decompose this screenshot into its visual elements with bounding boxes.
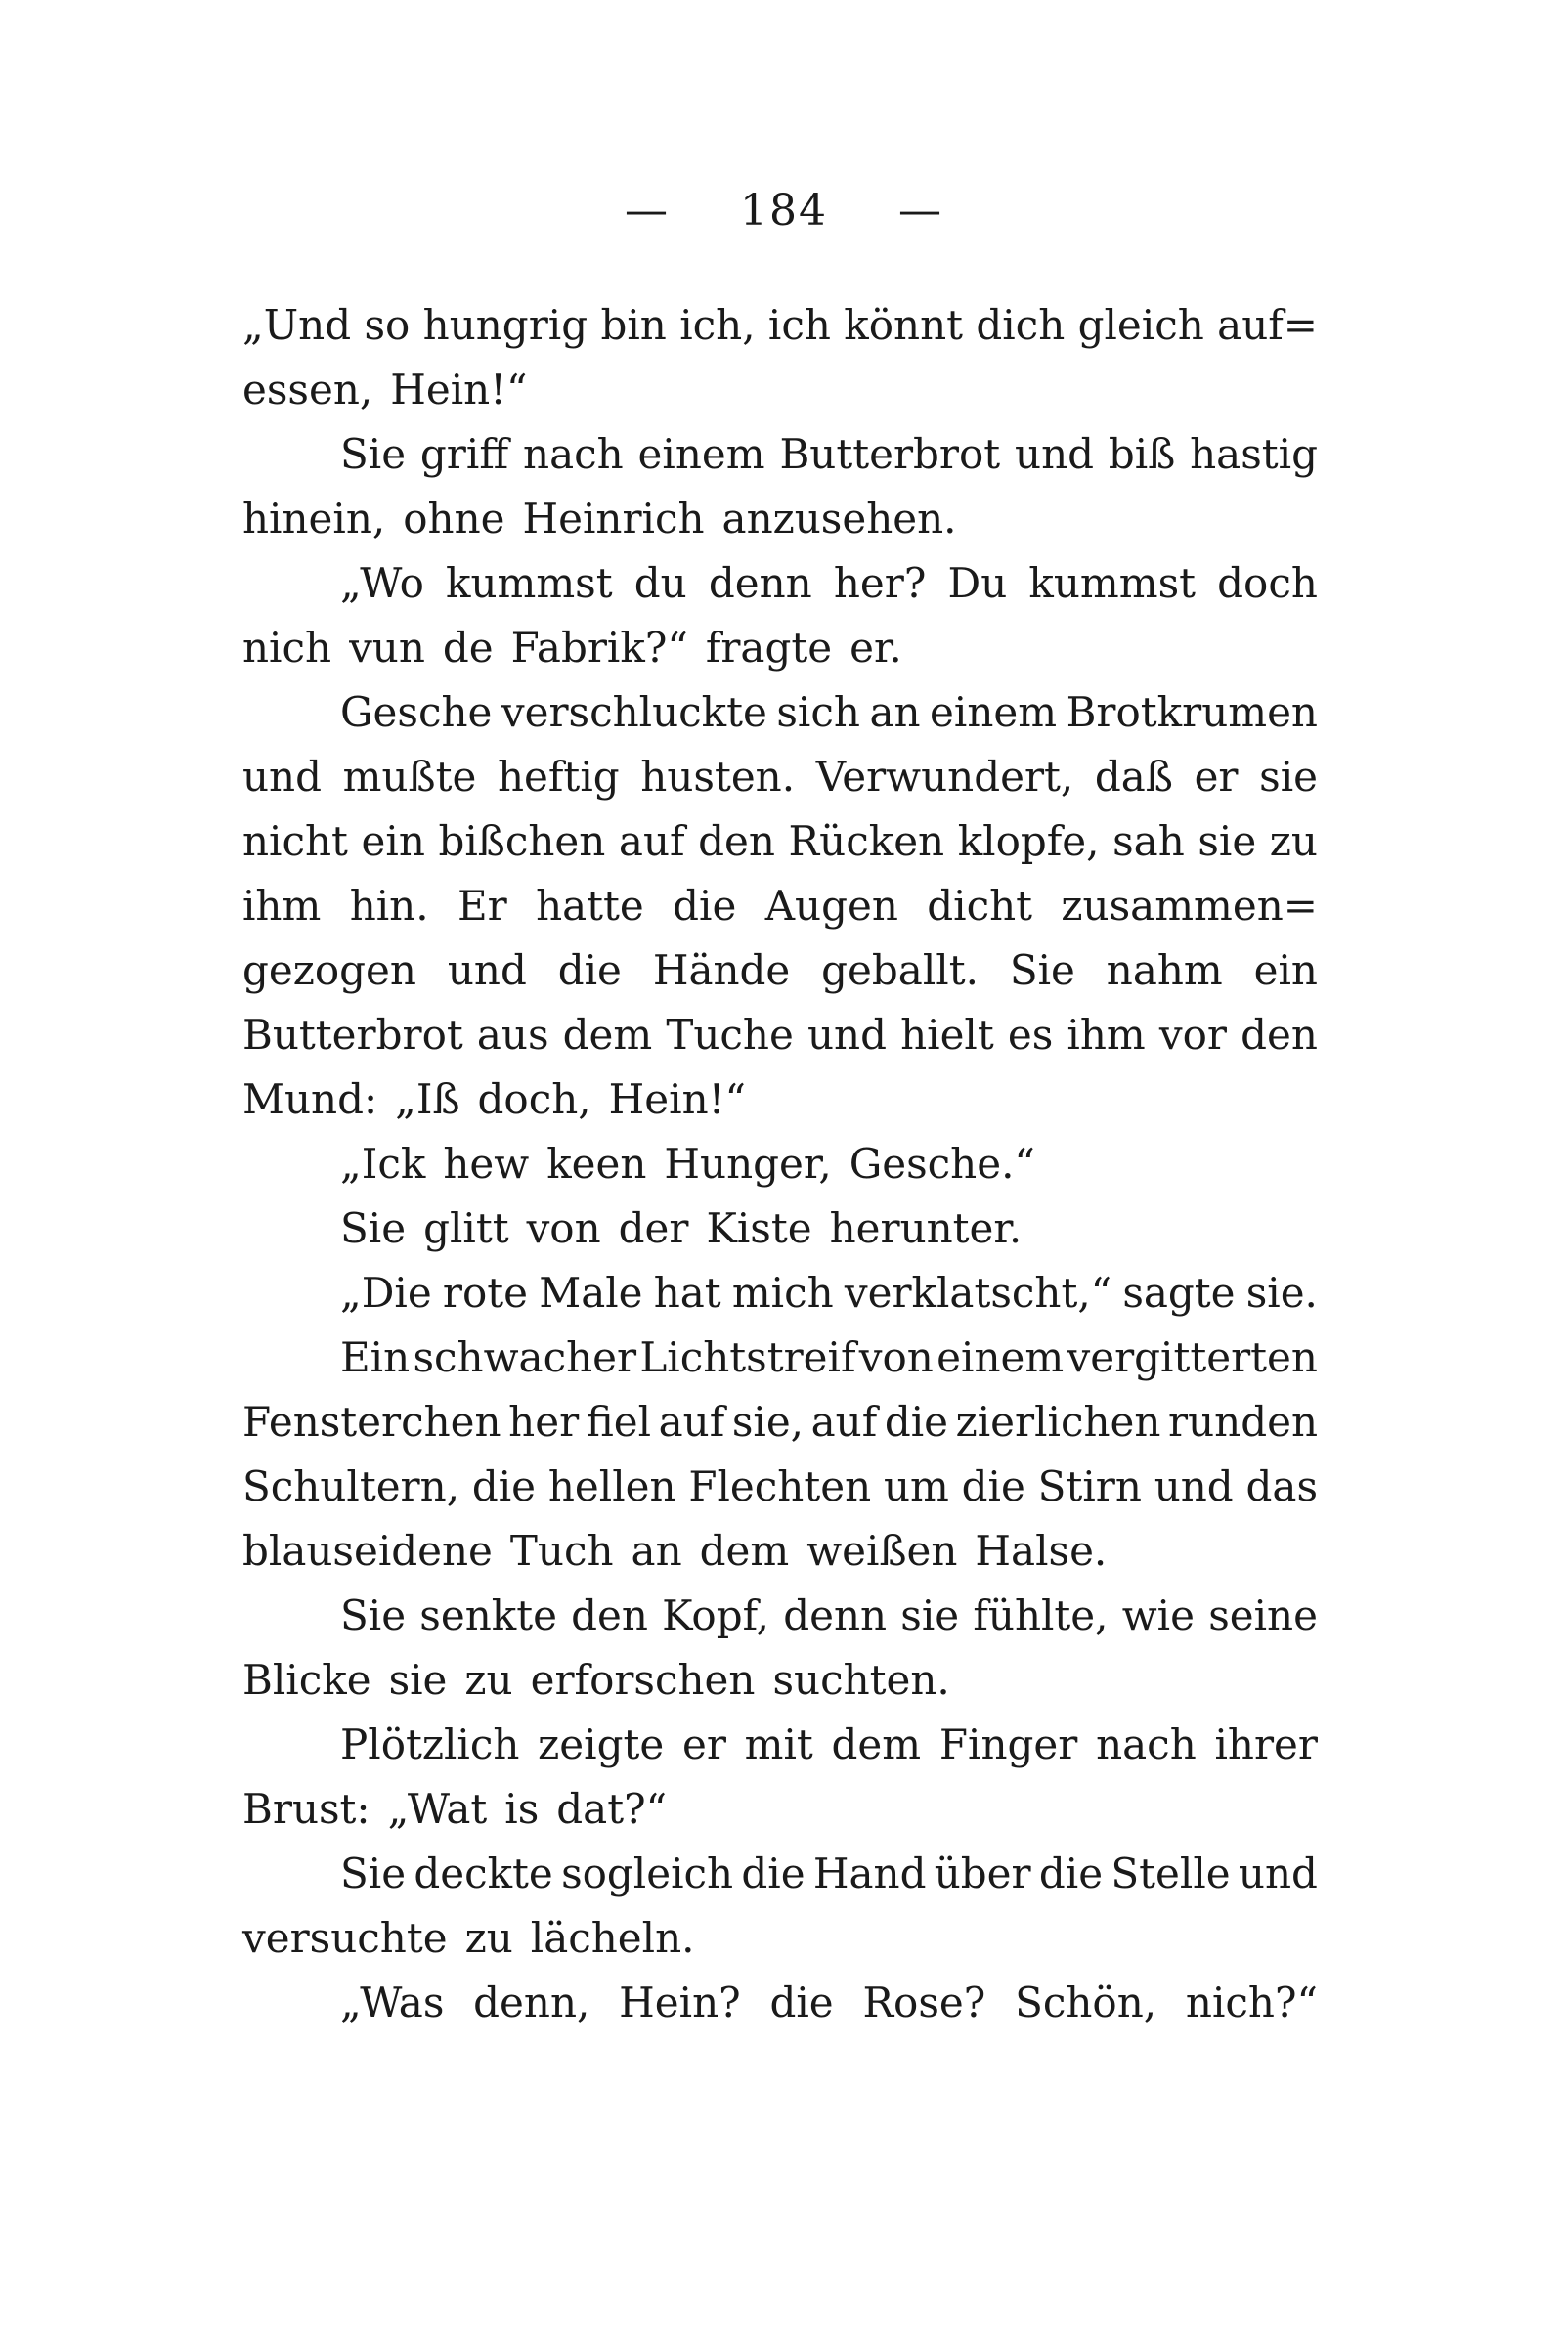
word: heftig bbox=[497, 753, 620, 801]
word: seine bbox=[1208, 1591, 1318, 1639]
word: Lichtstreif bbox=[639, 1333, 856, 1381]
word: ich, bbox=[679, 301, 756, 349]
word: er. bbox=[849, 624, 902, 672]
text-line bbox=[242, 487, 1318, 551]
word: um bbox=[883, 1462, 949, 1510]
word: „Ick bbox=[340, 1140, 426, 1188]
word: Blicke bbox=[242, 1656, 371, 1704]
word: den bbox=[571, 1591, 648, 1639]
word: fragte bbox=[705, 624, 833, 672]
word: nich bbox=[242, 624, 332, 672]
word: nach bbox=[523, 430, 624, 478]
word: Butterbrot bbox=[779, 430, 1001, 478]
word: auf bbox=[658, 1398, 725, 1446]
text-line bbox=[242, 809, 1318, 874]
text-line bbox=[242, 680, 1318, 745]
word: Kiste bbox=[706, 1204, 812, 1252]
word: hungrig bbox=[422, 301, 588, 349]
word: und bbox=[1015, 430, 1095, 478]
word: zu bbox=[464, 1656, 513, 1704]
word: Sie bbox=[340, 430, 407, 478]
word: Er bbox=[457, 882, 507, 930]
word: Male bbox=[539, 1269, 643, 1317]
word: sogleich bbox=[561, 1849, 734, 1897]
word: suchten. bbox=[772, 1656, 950, 1704]
word: gezogen bbox=[242, 946, 416, 994]
text-line bbox=[242, 1971, 1318, 2035]
word: hinein, bbox=[242, 495, 386, 543]
word: von bbox=[858, 1333, 934, 1381]
text-line bbox=[242, 1261, 1318, 1326]
word: Tuche bbox=[666, 1011, 794, 1059]
word: kummst bbox=[446, 559, 613, 607]
word: die bbox=[557, 946, 622, 994]
word: sagte bbox=[1122, 1269, 1236, 1317]
word: biß bbox=[1108, 430, 1176, 478]
word: sie, bbox=[731, 1398, 805, 1446]
word: fiel bbox=[586, 1398, 652, 1446]
word: „Wat bbox=[387, 1785, 488, 1833]
text-line bbox=[242, 1777, 1318, 1842]
word: blauseidene bbox=[242, 1527, 493, 1575]
word: ich bbox=[767, 301, 831, 349]
word: und bbox=[447, 946, 527, 994]
text-line bbox=[242, 1842, 1318, 1906]
word: Heinrich bbox=[522, 495, 705, 543]
word: vor bbox=[1158, 1011, 1227, 1059]
word: geballt. bbox=[821, 946, 979, 994]
word: Hein!“ bbox=[390, 366, 528, 413]
word: ein bbox=[1253, 946, 1318, 994]
word: „Wo bbox=[340, 559, 424, 607]
word: anzusehen. bbox=[721, 495, 957, 543]
word: ein bbox=[361, 817, 425, 865]
word: das bbox=[1245, 1462, 1318, 1510]
word: dem bbox=[699, 1527, 790, 1575]
word: an bbox=[631, 1527, 682, 1575]
text-line bbox=[242, 1326, 1318, 1390]
word: Sie bbox=[340, 1204, 407, 1252]
word: Gesche bbox=[340, 688, 493, 736]
word: griff bbox=[419, 430, 509, 478]
word: Finger bbox=[938, 1720, 1078, 1768]
word: von bbox=[526, 1204, 601, 1252]
word: doch, bbox=[477, 1075, 591, 1123]
word: lächeln. bbox=[530, 1914, 695, 1962]
word: Fabrik?“ bbox=[510, 624, 688, 672]
word: essen, bbox=[242, 366, 373, 413]
word: weißen bbox=[806, 1527, 958, 1575]
word: versuchte bbox=[242, 1914, 448, 1962]
word: sich bbox=[776, 688, 860, 736]
word: Butterbrot bbox=[242, 1011, 463, 1059]
word: hellen bbox=[547, 1462, 676, 1510]
word: die bbox=[769, 1979, 834, 2026]
word: und bbox=[806, 1011, 887, 1059]
text-line bbox=[242, 1519, 1318, 1584]
word: könnt bbox=[844, 301, 963, 349]
word: dich bbox=[976, 301, 1066, 349]
text-line bbox=[242, 874, 1318, 938]
word: „Die bbox=[340, 1269, 432, 1317]
word: Plötzlich bbox=[340, 1720, 520, 1768]
word: Flechten bbox=[688, 1462, 872, 1510]
word: zusammen= bbox=[1061, 882, 1318, 930]
text-line bbox=[242, 293, 1318, 358]
word: Sie bbox=[340, 1849, 407, 1897]
word: Brust: bbox=[242, 1785, 370, 1833]
word: hew bbox=[443, 1140, 530, 1188]
word: vergitterten bbox=[1067, 1333, 1318, 1381]
word: schwacher bbox=[413, 1333, 637, 1381]
word: Hand bbox=[812, 1849, 927, 1897]
text-line bbox=[242, 745, 1318, 809]
text-line bbox=[242, 1906, 1318, 1971]
word: Schön, bbox=[1015, 1979, 1157, 2026]
word: Stelle bbox=[1111, 1849, 1231, 1897]
word: wie bbox=[1121, 1591, 1195, 1639]
word: hat bbox=[653, 1269, 721, 1317]
text-line bbox=[242, 422, 1318, 487]
word: aus bbox=[476, 1011, 549, 1059]
word: sah bbox=[1112, 817, 1185, 865]
body-text bbox=[242, 293, 1318, 2035]
word: Tuch bbox=[509, 1527, 614, 1575]
word: Augen bbox=[764, 882, 898, 930]
word: kummst bbox=[1028, 559, 1197, 607]
word: denn, bbox=[473, 1979, 590, 2026]
word: „Was bbox=[340, 1979, 445, 2026]
text-line bbox=[242, 1648, 1318, 1713]
word: die bbox=[961, 1462, 1025, 1510]
word: und bbox=[1154, 1462, 1234, 1510]
word: denn bbox=[708, 559, 812, 607]
word: die bbox=[884, 1398, 949, 1446]
word: den bbox=[1241, 1011, 1318, 1059]
word: gleich bbox=[1077, 301, 1204, 349]
word: Sie bbox=[1009, 946, 1075, 994]
word: doch bbox=[1217, 559, 1318, 607]
word: Fensterchen bbox=[242, 1398, 501, 1446]
word: verklatscht,“ bbox=[844, 1269, 1112, 1317]
word: Hein? bbox=[619, 1979, 741, 2026]
text-line bbox=[242, 616, 1318, 680]
word: Brotkrumen bbox=[1066, 688, 1318, 736]
word: ihm bbox=[1067, 1011, 1146, 1059]
word: Hunger, bbox=[664, 1140, 832, 1188]
word: nahm bbox=[1106, 946, 1223, 994]
word: und bbox=[1238, 1849, 1318, 1897]
text-line bbox=[242, 938, 1318, 1003]
word: so bbox=[364, 301, 411, 349]
word: mich bbox=[731, 1269, 834, 1317]
word: er bbox=[681, 1720, 726, 1768]
word: dem bbox=[831, 1720, 922, 1768]
text-line bbox=[242, 1584, 1318, 1648]
word: hielt bbox=[900, 1011, 994, 1059]
word: ohne bbox=[403, 495, 505, 543]
text-line bbox=[242, 358, 1318, 422]
word: sie bbox=[1198, 817, 1257, 865]
word: her? bbox=[833, 559, 927, 607]
word: denn bbox=[783, 1591, 888, 1639]
word: sie bbox=[388, 1656, 448, 1704]
word: die bbox=[741, 1849, 806, 1897]
word: bißchen bbox=[438, 817, 606, 865]
word: Sie bbox=[340, 1591, 407, 1639]
word: hastig bbox=[1190, 430, 1318, 478]
word: Hein!“ bbox=[608, 1075, 746, 1123]
word: die bbox=[673, 882, 737, 930]
word: senkte bbox=[419, 1591, 557, 1639]
text-line bbox=[242, 1713, 1318, 1777]
word: Ein bbox=[340, 1333, 411, 1381]
word: auf bbox=[618, 817, 685, 865]
text-line bbox=[242, 1196, 1318, 1261]
word: zierlichen bbox=[955, 1398, 1161, 1446]
word: rote bbox=[442, 1269, 529, 1317]
word: ihm bbox=[242, 882, 322, 930]
word: Stirn bbox=[1037, 1462, 1142, 1510]
word: sie bbox=[900, 1591, 960, 1639]
word: sie. bbox=[1245, 1269, 1318, 1317]
word: den bbox=[698, 817, 775, 865]
word: her bbox=[508, 1398, 580, 1446]
page-header bbox=[0, 186, 1568, 236]
text-line bbox=[242, 1132, 1318, 1196]
word: fühlte, bbox=[973, 1591, 1109, 1639]
word: er bbox=[1194, 753, 1239, 801]
word: „Und bbox=[242, 301, 352, 349]
word: mit bbox=[744, 1720, 813, 1768]
word: daß bbox=[1094, 753, 1173, 801]
word: Kopf, bbox=[662, 1591, 769, 1639]
word: Du bbox=[947, 559, 1008, 607]
text-line bbox=[242, 1067, 1318, 1132]
word: nicht bbox=[242, 817, 348, 865]
word: keen bbox=[546, 1140, 647, 1188]
word: dat?“ bbox=[556, 1785, 668, 1833]
page-number: 184 bbox=[740, 186, 828, 236]
word: zu bbox=[464, 1914, 513, 1962]
text-line bbox=[242, 1003, 1318, 1067]
word: auf bbox=[810, 1398, 878, 1446]
word: es bbox=[1007, 1011, 1054, 1059]
word: husten. bbox=[640, 753, 796, 801]
word: Halse. bbox=[975, 1527, 1108, 1575]
word: hin. bbox=[349, 882, 429, 930]
word: ihrer bbox=[1214, 1720, 1318, 1768]
word: zeigte bbox=[538, 1720, 665, 1768]
word: is bbox=[504, 1785, 540, 1833]
word: die bbox=[1038, 1849, 1104, 1897]
word: über bbox=[934, 1849, 1031, 1897]
word: einem bbox=[936, 1333, 1065, 1381]
header-dash-left: — bbox=[625, 186, 670, 236]
word: herunter. bbox=[829, 1204, 1023, 1252]
word: nach bbox=[1096, 1720, 1197, 1768]
word: klopfe, bbox=[957, 817, 1100, 865]
text-line bbox=[242, 1455, 1318, 1519]
word: an bbox=[869, 688, 921, 736]
word: sie bbox=[1259, 753, 1318, 801]
word: Hände bbox=[652, 946, 791, 994]
word: Rose? bbox=[862, 1979, 986, 2026]
word: nich?“ bbox=[1185, 1979, 1318, 2026]
word: einem bbox=[930, 688, 1058, 736]
word: einem bbox=[637, 430, 765, 478]
word: dicht bbox=[927, 882, 1033, 930]
word: Schultern, bbox=[242, 1462, 460, 1510]
word: de bbox=[442, 624, 494, 672]
header-dash-right: — bbox=[897, 186, 943, 236]
word: verschluckte bbox=[501, 688, 767, 736]
word: glitt bbox=[423, 1204, 509, 1252]
word: hatte bbox=[536, 882, 644, 930]
word: der bbox=[618, 1204, 689, 1252]
word: die bbox=[471, 1462, 537, 1510]
word: du bbox=[633, 559, 687, 607]
word: erforschen bbox=[530, 1656, 756, 1704]
word: dem bbox=[562, 1011, 653, 1059]
word: Rücken bbox=[788, 817, 945, 865]
word: deckte bbox=[414, 1849, 553, 1897]
word: und bbox=[242, 753, 322, 801]
text-line bbox=[242, 551, 1318, 616]
word: Verwundert, bbox=[815, 753, 1074, 801]
word: Gesche.“ bbox=[849, 1140, 1035, 1188]
word: Mund: bbox=[242, 1075, 378, 1123]
word: vun bbox=[349, 624, 425, 672]
word: mußte bbox=[342, 753, 477, 801]
word: „Iß bbox=[395, 1075, 460, 1123]
word: zu bbox=[1269, 817, 1318, 865]
text-line bbox=[242, 1390, 1318, 1455]
word: bin bbox=[600, 301, 667, 349]
word: runden bbox=[1168, 1398, 1318, 1446]
word: auf= bbox=[1217, 301, 1318, 349]
